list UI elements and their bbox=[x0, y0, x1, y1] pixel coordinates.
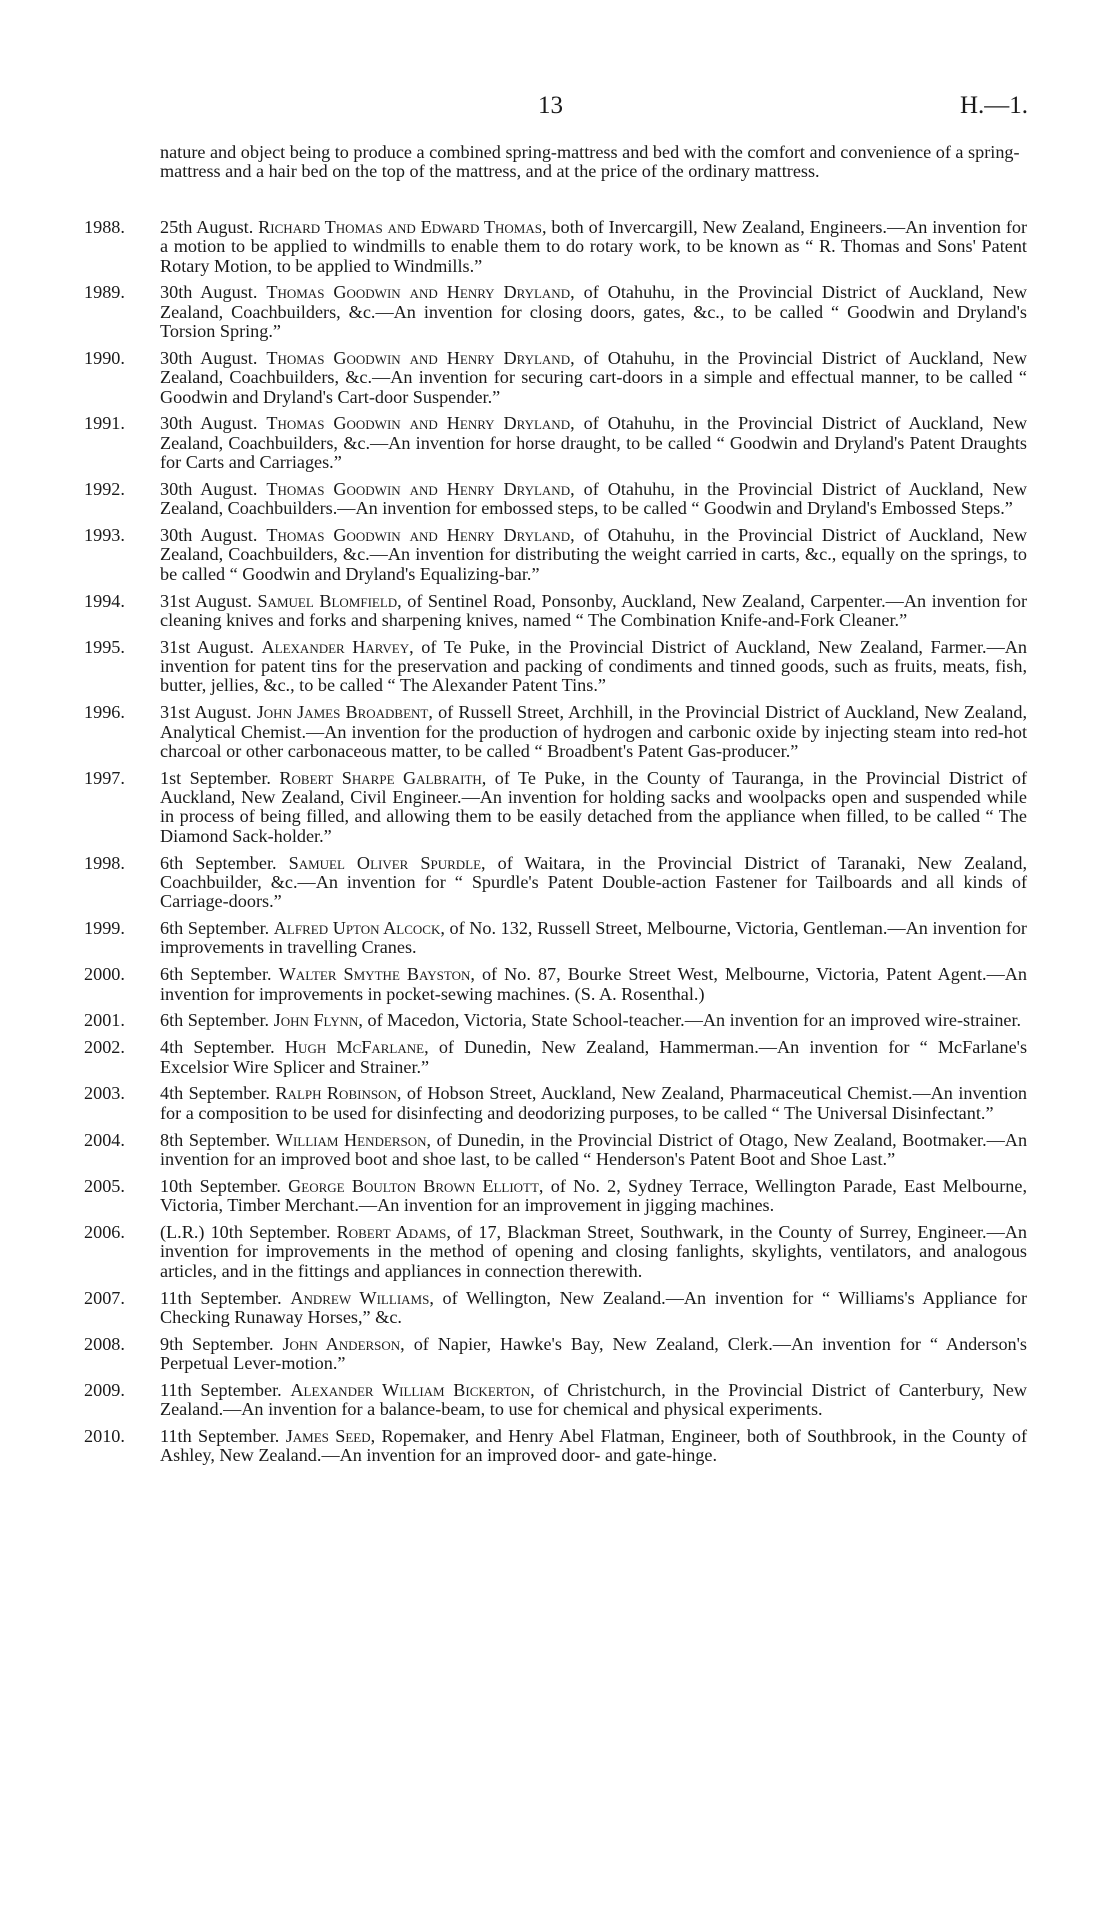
entry-description: of Sentinel Road, Ponsonby, Auckland, New Zealand, Carpenter.—An invention for cleaning knives and forks and sharpening knives, named “ The Combination Knife-and-Fork Cleaner.” bbox=[160, 590, 1028, 630]
entry-description: of Christchurch, in the Provincial District of Canterbury, New Zealand.—An invention for a balance-beam, to use for chemical and physical experiments. bbox=[160, 1379, 1028, 1420]
entry-text bbox=[160, 1177, 1027, 1216]
entry-date: 6th September. bbox=[160, 1010, 270, 1031]
entry-date: 9th September. bbox=[160, 1333, 274, 1354]
entry-applicants: Thomas Goodwin and Henry Dryland, bbox=[266, 478, 575, 499]
patent-entry-list bbox=[84, 218, 1027, 1473]
entry-description: of No. 2, Sydney Terrace, Wellington Parade, East Melbourne, Victoria, Timber Merchant.—An invention for an improvement in jigging machines. bbox=[160, 1175, 1028, 1216]
entry-text bbox=[160, 283, 1027, 341]
entry-number: 2003. bbox=[84, 1083, 125, 1104]
entry-number: 2002. bbox=[84, 1037, 125, 1058]
entry-description: of 17, Blackman Street, Southwark, in the County of Surrey, Engineer.—An invention for improvements in the method of opening and closing fanlights, skylights, ventilators, and analogous articles, and in the fittings and appliances in connection therewith. bbox=[160, 1222, 1028, 1281]
entry-date: 30th August. bbox=[160, 347, 258, 368]
entry-text bbox=[160, 1381, 1027, 1420]
entry-applicants: Alexander Harvey, bbox=[261, 636, 414, 657]
entry-date: 30th August. bbox=[160, 413, 258, 434]
entry-applicants: Ralph Robinson, bbox=[275, 1083, 402, 1104]
entry-text bbox=[160, 526, 1027, 584]
entry-date: 8th September. bbox=[160, 1129, 271, 1150]
entry-date: 31st August. bbox=[160, 702, 252, 723]
entry-text bbox=[160, 349, 1027, 407]
patent-entry bbox=[84, 1289, 1027, 1328]
entry-description: both of Invercargill, New Zealand, Engineers.—An invention for a motion to be applied to windmills to enable them to do rotary work, to be known as “ R. Thomas and Sons' Patent Rotary Motion, to be applied to Windmills.” bbox=[160, 217, 1028, 276]
entry-text bbox=[160, 919, 1027, 958]
entry-applicants: Thomas Goodwin and Henry Dryland, bbox=[266, 413, 575, 434]
entry-text bbox=[160, 414, 1027, 472]
patent-entry bbox=[84, 919, 1027, 958]
entry-number: 2001. bbox=[84, 1010, 125, 1031]
entry-description: Ropemaker, and Henry Abel Flatman, Engineer, both of Southbrook, in the County of Ashley, New Zealand.—An invention for an improved door- and gate-hinge. bbox=[160, 1426, 1028, 1466]
entry-number: 1988. bbox=[84, 217, 125, 237]
entry-applicants: William Henderson, bbox=[275, 1129, 432, 1150]
entry-number: 1995. bbox=[84, 636, 125, 657]
entry-date: 30th August. bbox=[160, 478, 258, 499]
patent-entry bbox=[84, 1084, 1027, 1123]
entry-text bbox=[160, 638, 1027, 696]
entry-text bbox=[160, 965, 1027, 1004]
entry-applicants: Samuel Oliver Spurdle, bbox=[288, 852, 486, 873]
patent-entry bbox=[84, 854, 1027, 912]
entry-applicants: Thomas Goodwin and Henry Dryland, bbox=[266, 525, 575, 546]
entry-description: of Otahuhu, in the Provincial District of Auckland, New Zealand, Coachbuilders, &c.—An invention for securing cart-doors in a simple and effectual manner, to be called “ Goodwin and Dryland's Cart-door Suspender.” bbox=[160, 347, 1028, 407]
patent-entry bbox=[84, 480, 1027, 519]
entry-text bbox=[160, 1038, 1027, 1077]
patent-entry bbox=[84, 592, 1027, 631]
entry-text bbox=[160, 218, 1027, 276]
entry-description: of No. 132, Russell Street, Melbourne, Victoria, Gentleman.—An invention for improvements in travelling Cranes. bbox=[160, 918, 1027, 958]
patent-entry bbox=[84, 638, 1027, 696]
entry-date: 25th August. bbox=[160, 217, 254, 237]
page-header bbox=[0, 92, 1114, 132]
patent-entry bbox=[84, 1381, 1027, 1420]
entry-applicants: Robert Sharpe Galbraith, bbox=[279, 767, 487, 788]
patent-entry bbox=[84, 1427, 1027, 1466]
entry-description: of Dunedin, in the Provincial District of Otago, New Zealand, Bootmaker.—An invention for an improved boot and shoe last, to be called “ Henderson's Patent Boot and Shoe Last.” bbox=[160, 1129, 1028, 1169]
entry-description: of Otahuhu, in the Provincial District of Auckland, New Zealand, Coachbuilders, &c.—An invention for distributing the weight carried in carts, &c., equally on the springs, to be called “ Goodwin and Dryland's Equalizing-bar.” bbox=[160, 525, 1028, 584]
patent-entry bbox=[84, 1131, 1027, 1170]
entry-description: of Te Puke, in the County of Tauranga, in the Provincial District of Auckland, New Zealand, Civil Engineer.—An invention for holding sacks and woolpacks open and suspended while in process of being filled, and allowing them to be easily detached from the appliance when filled, to be called “ The Diamond Sack-holder.” bbox=[160, 767, 1028, 846]
entry-description: of Dunedin, New Zealand, Hammerman.—An invention for “ McFarlane's Excelsior Wire Splicer and Strainer.” bbox=[160, 1037, 1028, 1077]
entry-number: 2009. bbox=[84, 1379, 125, 1400]
entry-date: 6th September. bbox=[160, 964, 272, 985]
entry-applicants: Alexander William Bickerton, bbox=[290, 1379, 535, 1400]
entry-number: 1998. bbox=[84, 852, 125, 873]
series-code: H.—1. bbox=[959, 92, 1028, 119]
entry-applicants: James Seed, bbox=[285, 1426, 376, 1447]
patent-entry bbox=[84, 1038, 1027, 1077]
entry-text bbox=[160, 480, 1027, 519]
entry-description: of Otahuhu, in the Provincial District of Auckland, New Zealand, Coachbuilders.—An invention for embossed steps, to be called “ Goodwin and Dryland's Embossed Steps.” bbox=[160, 478, 1028, 519]
entry-number: 1996. bbox=[84, 702, 125, 723]
entry-applicants: John James Broadbent, bbox=[256, 702, 433, 723]
entry-description: of Otahuhu, in the Provincial District of Auckland, New Zealand, Coachbuilders, &c.—An invention for closing doors, gates, &c., to be called “ Goodwin and Dryland's Torsion Spring.” bbox=[160, 282, 1028, 342]
entry-description: of Napier, Hawke's Bay, New Zealand, Clerk.—An invention for “ Anderson's Perpetual Lever-motion.” bbox=[160, 1333, 1027, 1374]
entry-date: 10th September. bbox=[160, 1175, 281, 1196]
entry-description: of Wellington, New Zealand.—An invention for “ Williams's Appliance for Checking Runaway Horses,” &c. bbox=[160, 1287, 1027, 1327]
patent-entry bbox=[84, 414, 1027, 472]
entry-description: of Waitara, in the Provincial District of Taranaki, New Zealand, Coachbuilder, &c.—An invention for “ Spurdle's Patent Double-action Fastener for Tailboards and all kinds of Carriage-doors.” bbox=[160, 852, 1028, 912]
entry-date: 6th September. bbox=[160, 852, 277, 873]
entry-text bbox=[160, 854, 1027, 912]
entry-date: 11th September. bbox=[160, 1379, 282, 1400]
patent-entry bbox=[84, 703, 1027, 761]
entry-applicants: Andrew Williams, bbox=[290, 1287, 434, 1308]
entry-applicants: John Flynn, bbox=[273, 1010, 363, 1031]
entry-text bbox=[160, 769, 1027, 846]
entry-text bbox=[160, 1335, 1027, 1374]
entry-date: (L.R.) 10th September. bbox=[160, 1222, 331, 1243]
entry-description: of Macedon, Victoria, State School-teacher.—An invention for an improved wire-strainer. bbox=[367, 1010, 1022, 1031]
entry-text bbox=[160, 1011, 1027, 1030]
entry-date: 4th September. bbox=[160, 1037, 275, 1058]
patent-entry bbox=[84, 1011, 1027, 1030]
entry-applicants: John Anderson, bbox=[282, 1333, 405, 1354]
entry-description: of No. 87, Bourke Street West, Melbourne, Victoria, Patent Agent.—An invention for improvements in pocket-sewing machines. (S. A. Rosenthal.) bbox=[160, 964, 1028, 1004]
entry-number: 2004. bbox=[84, 1129, 125, 1150]
entry-date: 31st August. bbox=[160, 590, 252, 611]
entry-number: 2010. bbox=[84, 1426, 125, 1447]
patent-entry bbox=[84, 1223, 1027, 1281]
entry-number: 1991. bbox=[84, 413, 125, 434]
entry-applicants: George Boulton Brown Elliott, bbox=[288, 1175, 544, 1196]
page-number: 13 bbox=[538, 92, 563, 119]
entry-date: 11th September. bbox=[160, 1287, 282, 1308]
entry-number: 2007. bbox=[84, 1287, 125, 1308]
entry-applicants: Robert Adams, bbox=[336, 1222, 451, 1243]
entry-date: 31st August. bbox=[160, 636, 254, 657]
entry-date: 6th September. bbox=[160, 918, 270, 939]
entry-date: 11th September. bbox=[160, 1426, 280, 1447]
entry-number: 1999. bbox=[84, 918, 125, 939]
entry-description: of Otahuhu, in the Provincial District of Auckland, New Zealand, Coachbuilders, &c.—An invention for horse draught, to be called “ Goodwin and Dryland's Patent Draughts for Carts and Carriages.” bbox=[160, 413, 1028, 473]
entry-description: of Russell Street, Archhill, in the Provincial District of Auckland, New Zealand, Analytical Chemist.—An invention for the production of hydrogen and carbonic oxide by injecting steam into red-hot charcoal or other carbonaceous matter, to be called “ Broadbent's Patent Gas-producer.” bbox=[160, 702, 1028, 761]
entry-number: 1989. bbox=[84, 282, 125, 303]
entry-number: 2000. bbox=[84, 964, 125, 985]
entry-date: 30th August. bbox=[160, 525, 258, 546]
patent-entry bbox=[84, 349, 1027, 407]
entry-number: 1994. bbox=[84, 590, 125, 611]
entry-number: 2005. bbox=[84, 1175, 125, 1196]
patent-entry bbox=[84, 769, 1027, 846]
entry-text bbox=[160, 1427, 1027, 1466]
entry-text bbox=[160, 1084, 1027, 1123]
entry-number: 1990. bbox=[84, 347, 125, 368]
entry-applicants: Thomas Goodwin and Henry Dryland, bbox=[266, 282, 575, 303]
patent-entry bbox=[84, 526, 1027, 584]
entry-applicants: Samuel Blomfield, bbox=[257, 590, 402, 611]
patent-entry bbox=[84, 1177, 1027, 1216]
entry-applicants: Alfred Upton Alcock, bbox=[273, 918, 445, 939]
continuation-text: nature and object being to produce a combined spring-mattress and bed with the comfort and convenience of a spring-mattress and a hair bed on the top of the mattress, and at the price of the ordinary mattress. bbox=[160, 142, 1020, 182]
entry-number: 2008. bbox=[84, 1333, 125, 1354]
entry-applicants: Walter Smythe Bayston, bbox=[278, 964, 475, 985]
entry-text bbox=[160, 703, 1027, 761]
entry-number: 2006. bbox=[84, 1222, 125, 1243]
patent-entry bbox=[84, 218, 1027, 276]
entry-number: 1993. bbox=[84, 525, 125, 546]
entry-text bbox=[160, 1223, 1027, 1281]
patent-entry bbox=[84, 283, 1027, 341]
entry-date: 1st September. bbox=[160, 767, 271, 788]
entry-text bbox=[160, 592, 1027, 631]
patent-entry bbox=[84, 965, 1027, 1004]
entry-text bbox=[160, 1131, 1027, 1170]
entry-date: 30th August. bbox=[160, 282, 258, 303]
entry-applicants: Thomas Goodwin and Henry Dryland, bbox=[266, 347, 575, 368]
entry-applicants: Richard Thomas and Edward Thomas, bbox=[258, 217, 547, 237]
entry-number: 1997. bbox=[84, 767, 125, 788]
entry-number: 1992. bbox=[84, 478, 125, 499]
entry-description: of Te Puke, in the Provincial District of Auckland, New Zealand, Farmer.—An invention for patent tins for the preservation and packing of condiments and tinned goods, such as fruits, meats, fish, butter, jellies, &c., to be called “ The Alexander Patent Tins.” bbox=[160, 636, 1028, 696]
entry-date: 4th September. bbox=[160, 1083, 270, 1104]
entry-applicants: Hugh McFarlane, bbox=[284, 1037, 429, 1058]
entry-description: of Hobson Street, Auckland, New Zealand, Pharmaceutical Chemist.—An invention for a composition to be used for disinfecting and deodorizing purposes, to be called “ The Universal Disinfectant.” bbox=[160, 1083, 1028, 1123]
entry-text bbox=[160, 1289, 1027, 1328]
patent-entry bbox=[84, 1335, 1027, 1374]
